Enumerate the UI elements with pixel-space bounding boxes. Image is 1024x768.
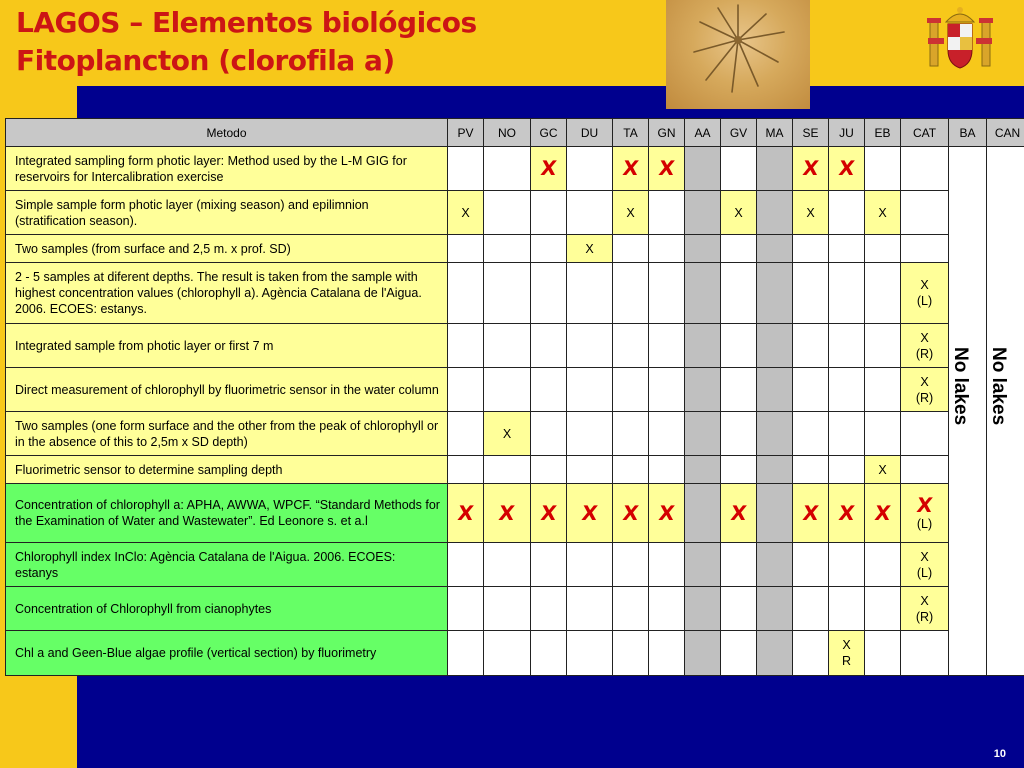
- page-number: 10: [993, 748, 1006, 760]
- cell-cat: [901, 368, 949, 412]
- cell-ju: [829, 263, 865, 324]
- cell-mark: X: [734, 205, 743, 220]
- cell-eb: [865, 484, 901, 543]
- cell-aa: [685, 412, 721, 456]
- table-row: [6, 191, 1024, 235]
- cell-aa: [685, 456, 721, 484]
- spain-coat-of-arms-icon: [924, 4, 996, 74]
- method-cell: Concentration of Chlorophyll from cianophytes: [6, 587, 448, 631]
- cell-ta: [613, 147, 649, 191]
- cell-no: [484, 368, 531, 412]
- column-header-gn: GN: [649, 119, 685, 147]
- cell-mark: X: [801, 500, 820, 525]
- cell-pv: [448, 631, 484, 676]
- cell-mark: X: [585, 241, 594, 256]
- cell-du: [567, 631, 613, 676]
- method-cell: Integrated sampling form photic layer: Method used by the L-M GIG for reservoirs for Intercalibration exercise: [6, 147, 448, 191]
- method-cell: Direct measurement of chlorophyll by fluorimetric sensor in the water column: [6, 368, 448, 412]
- cell-mark: X: [621, 500, 640, 525]
- cell-cat: [901, 191, 949, 235]
- cell-cat: [901, 631, 949, 676]
- cell-gc: [531, 631, 567, 676]
- cell-aa: [685, 324, 721, 368]
- cell-mark: X: [539, 156, 558, 180]
- cell-aa: [685, 263, 721, 324]
- cell-mark: X: [461, 205, 470, 220]
- cell-ju: [829, 235, 865, 263]
- cell-gn: [649, 412, 685, 456]
- cell-mark: X: [497, 500, 517, 525]
- method-cell: Chl a and Geen-Blue algae profile (vertical section) by fluorimetry: [6, 631, 448, 676]
- column-header-gv: GV: [721, 119, 757, 147]
- cell-ju: [829, 484, 865, 543]
- cell-no: [484, 147, 531, 191]
- cell-gv: [721, 484, 757, 543]
- cell-se: [793, 368, 829, 412]
- cell-ma: [757, 631, 793, 676]
- no-lakes-label: No lakes: [950, 347, 971, 426]
- cell-gv: [721, 543, 757, 587]
- cell-eb: [865, 412, 901, 456]
- cell-aa: [685, 587, 721, 631]
- cell-cat: [901, 235, 949, 263]
- cell-gv: [721, 456, 757, 484]
- cell-eb: [865, 324, 901, 368]
- column-header-no: NO: [484, 119, 531, 147]
- method-cell: Concentration of chlorophyll a: APHA, AWWA, WPCF. “Standard Methods for the Examination of Water and Wastewater”. Ed Leonore s. et a.l: [6, 484, 448, 543]
- cell-eb: [865, 631, 901, 676]
- cell-mark: X: [837, 500, 856, 525]
- cell-cat: [901, 324, 949, 368]
- cell-gv: [721, 191, 757, 235]
- cell-se: [793, 235, 829, 263]
- cell-aa: [685, 543, 721, 587]
- slide-title: [16, 4, 477, 80]
- cell-pv: [448, 543, 484, 587]
- cell-gn: [649, 191, 685, 235]
- column-header-ba: BA: [949, 119, 987, 147]
- cell-gc: [531, 235, 567, 263]
- table-row: [6, 412, 1024, 456]
- cell-du: [567, 324, 613, 368]
- column-header-ma: MA: [757, 119, 793, 147]
- cell-eb: [865, 368, 901, 412]
- cell-aa: [685, 368, 721, 412]
- cell-gc: [531, 484, 567, 543]
- method-cell: Two samples (from surface and 2,5 m. x prof. SD): [6, 235, 448, 263]
- table-row: [6, 368, 1024, 412]
- cell-pv: [448, 191, 484, 235]
- cell-mark: X: [920, 278, 929, 292]
- cell-se: [793, 147, 829, 191]
- cell-du: [567, 484, 613, 543]
- cell-se: [793, 191, 829, 235]
- cell-du: [567, 191, 613, 235]
- cell-no: [484, 263, 531, 324]
- cell-pv: [448, 263, 484, 324]
- table-row: [6, 543, 1024, 587]
- cell-gc: [531, 412, 567, 456]
- cell-ta: [613, 587, 649, 631]
- cell-eb: [865, 235, 901, 263]
- cell-mark: R: [841, 654, 852, 668]
- cell-ju: [829, 587, 865, 631]
- cell-eb: [865, 587, 901, 631]
- methods-table: [5, 118, 1024, 676]
- cell-se: [793, 631, 829, 676]
- method-cell: Simple sample form photic layer (mixing season) and epilimnion (stratification season).: [6, 191, 448, 235]
- cell-ma: [757, 456, 793, 484]
- cell-mark: (L): [916, 294, 933, 308]
- cell-ju: [829, 543, 865, 587]
- table-row: [6, 263, 1024, 324]
- cell-mark: X: [539, 500, 558, 525]
- cell-mark: (L): [916, 565, 933, 580]
- cell-du: [567, 412, 613, 456]
- cell-se: [793, 456, 829, 484]
- cell-gc: [531, 543, 567, 587]
- method-cell: Two samples (one form surface and the other from the peak of chlorophyll or in the absence of this to 2,5m x SD depth): [6, 412, 448, 456]
- table-row: [6, 631, 1024, 676]
- cell-mark: X: [873, 500, 892, 525]
- cell-pv: [448, 484, 484, 543]
- cell-ju: [829, 368, 865, 412]
- column-header-se: SE: [793, 119, 829, 147]
- cell-cat: [901, 587, 949, 631]
- cell-du: [567, 235, 613, 263]
- cell-ta: [613, 191, 649, 235]
- cell-eb: [865, 263, 901, 324]
- cell-mark: X: [842, 638, 851, 652]
- cell-aa: [685, 484, 721, 543]
- cell-mark: X: [729, 500, 748, 525]
- cell-gn: [649, 263, 685, 324]
- cell-mark: (L): [916, 516, 933, 531]
- cell-ju: [829, 147, 865, 191]
- cell-pv: [448, 368, 484, 412]
- cell-aa: [685, 235, 721, 263]
- cell-du: [567, 456, 613, 484]
- cell-gv: [721, 147, 757, 191]
- cell-cat: [901, 147, 949, 191]
- cell-gc: [531, 263, 567, 324]
- table-row: [6, 235, 1024, 263]
- cell-pv: [448, 456, 484, 484]
- column-header-eb: EB: [865, 119, 901, 147]
- cell-mark: X: [878, 205, 887, 220]
- cell-gv: [721, 235, 757, 263]
- method-cell: Fluorimetric sensor to determine sampling depth: [6, 456, 448, 484]
- cell-mark: X: [657, 500, 676, 525]
- table-row: [6, 147, 1024, 191]
- cell-gv: [721, 631, 757, 676]
- cell-ta: [613, 456, 649, 484]
- cell-ma: [757, 484, 793, 543]
- cell-eb: [865, 191, 901, 235]
- cell-no: [484, 543, 531, 587]
- cell-mark: X: [456, 500, 475, 525]
- table-body: [6, 147, 1024, 676]
- table-header-row: [6, 119, 1024, 147]
- method-cell: 2 - 5 samples at diferent depths. The result is taken from the sample with highest concentration values (chlorophyll a). Agència Catalana de l'Aigua. 2006. ECOES: estanys.: [6, 263, 448, 324]
- cell-aa: [685, 191, 721, 235]
- cell-mark: (R): [915, 609, 934, 624]
- cell-no: [484, 324, 531, 368]
- cell-mark: (R): [915, 346, 934, 361]
- cell-gv: [721, 587, 757, 631]
- cell-ta: [613, 324, 649, 368]
- cell-mark: X: [621, 156, 640, 180]
- cell-ma: [757, 263, 793, 324]
- cell-no: [484, 484, 531, 543]
- cell-ta: [613, 235, 649, 263]
- column-header-pv: PV: [448, 119, 484, 147]
- cell-du: [567, 147, 613, 191]
- cell-pv: [448, 324, 484, 368]
- title-line-2: Fitoplancton (clorofila a): [16, 44, 395, 77]
- cell-mark: X: [920, 593, 929, 608]
- cell-mark: X: [806, 205, 815, 220]
- cell-du: [567, 263, 613, 324]
- cell-gc: [531, 191, 567, 235]
- cell-mark: X: [626, 205, 635, 220]
- cell-gn: [649, 147, 685, 191]
- cell-gn: [649, 456, 685, 484]
- cell-gc: [531, 456, 567, 484]
- phytoplankton-photo: [666, 0, 810, 109]
- cell-mark: X: [801, 156, 820, 180]
- cell-cat: [901, 412, 949, 456]
- cell-du: [567, 543, 613, 587]
- cell-no: [484, 631, 531, 676]
- column-header-metodo: Metodo: [6, 119, 448, 147]
- cell-aa: [685, 631, 721, 676]
- cell-mark: (R): [915, 390, 934, 405]
- cell-no: [484, 587, 531, 631]
- cell-gc: [531, 324, 567, 368]
- cell-se: [793, 543, 829, 587]
- cell-ma: [757, 543, 793, 587]
- cell-mark: X: [878, 462, 887, 477]
- cell-gn: [649, 484, 685, 543]
- cell-ju: [829, 412, 865, 456]
- cell-pv: [448, 587, 484, 631]
- column-header-aa: AA: [685, 119, 721, 147]
- cell-cat: [901, 543, 949, 587]
- cell-eb: [865, 543, 901, 587]
- cell-ta: [613, 368, 649, 412]
- cell-ma: [757, 412, 793, 456]
- no-lakes-can: [987, 147, 1024, 676]
- cell-mark: X: [920, 330, 929, 345]
- cell-se: [793, 263, 829, 324]
- cell-du: [567, 368, 613, 412]
- title-line-1: LAGOS – Elementos biológicos: [16, 6, 477, 39]
- cell-no: [484, 191, 531, 235]
- cell-mark: X: [837, 156, 856, 180]
- column-header-ju: JU: [829, 119, 865, 147]
- cell-cat: [901, 456, 949, 484]
- cell-mark: X: [920, 374, 929, 389]
- no-lakes-label: No lakes: [988, 347, 1009, 426]
- column-header-du: DU: [567, 119, 613, 147]
- cell-no: [484, 412, 531, 456]
- cell-mark: X: [915, 492, 934, 517]
- cell-gc: [531, 368, 567, 412]
- cell-aa: [685, 147, 721, 191]
- cell-ma: [757, 368, 793, 412]
- cell-gn: [649, 235, 685, 263]
- cell-mark: X: [580, 500, 599, 525]
- table-row: [6, 456, 1024, 484]
- cell-gn: [649, 368, 685, 412]
- cell-ma: [757, 191, 793, 235]
- cell-pv: [448, 235, 484, 263]
- cell-no: [484, 235, 531, 263]
- table-row: [6, 484, 1024, 543]
- cell-gn: [649, 587, 685, 631]
- cell-gv: [721, 263, 757, 324]
- cell-ta: [613, 484, 649, 543]
- cell-ma: [757, 235, 793, 263]
- cell-cat: [901, 484, 949, 543]
- cell-se: [793, 324, 829, 368]
- cell-gn: [649, 631, 685, 676]
- cell-ta: [613, 543, 649, 587]
- column-header-cat: CAT: [901, 119, 949, 147]
- no-lakes-ba: [949, 147, 987, 676]
- cell-se: [793, 412, 829, 456]
- table-row: [6, 587, 1024, 631]
- cell-gv: [721, 368, 757, 412]
- cell-mark: X: [502, 426, 512, 441]
- cell-ta: [613, 412, 649, 456]
- cell-ma: [757, 147, 793, 191]
- cell-pv: [448, 412, 484, 456]
- cell-gv: [721, 412, 757, 456]
- cell-gn: [649, 324, 685, 368]
- column-header-gc: GC: [531, 119, 567, 147]
- cell-eb: [865, 456, 901, 484]
- cell-gc: [531, 147, 567, 191]
- cell-ju: [829, 631, 865, 676]
- table-row: [6, 324, 1024, 368]
- cell-ju: [829, 456, 865, 484]
- cell-mark: X: [657, 156, 676, 180]
- cell-se: [793, 587, 829, 631]
- column-header-ta: TA: [613, 119, 649, 147]
- phytoplankton-star-icon: [666, 0, 810, 109]
- cell-mark: X: [920, 549, 929, 564]
- cell-eb: [865, 147, 901, 191]
- cell-gn: [649, 543, 685, 587]
- cell-ta: [613, 263, 649, 324]
- cell-gv: [721, 324, 757, 368]
- cell-cat: [901, 263, 949, 324]
- cell-gc: [531, 587, 567, 631]
- cell-no: [484, 456, 531, 484]
- cell-du: [567, 587, 613, 631]
- cell-se: [793, 484, 829, 543]
- cell-ju: [829, 191, 865, 235]
- cell-ma: [757, 324, 793, 368]
- cell-pv: [448, 147, 484, 191]
- method-cell: Chlorophyll index InClo: Agència Catalana de l'Aigua. 2006. ECOES: estanys: [6, 543, 448, 587]
- column-header-can: CAN: [987, 119, 1024, 147]
- cell-ma: [757, 587, 793, 631]
- method-cell: Integrated sample from photic layer or first 7 m: [6, 324, 448, 368]
- cell-ju: [829, 324, 865, 368]
- cell-ta: [613, 631, 649, 676]
